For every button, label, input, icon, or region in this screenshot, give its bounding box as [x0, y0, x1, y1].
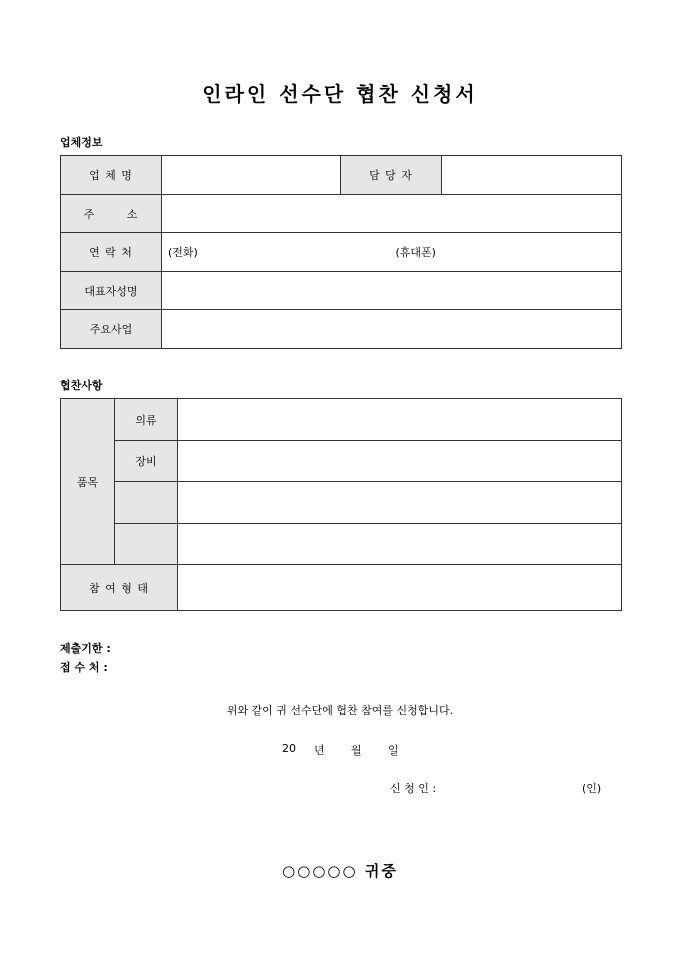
- receipt-label: 접 수 처 :: [60, 661, 108, 674]
- manager-label: 담 당 자: [341, 156, 442, 195]
- main-business-label: 주요사업: [61, 310, 162, 349]
- sponsor-section-heading: 협찬사항: [60, 379, 103, 392]
- contact-field[interactable]: [162, 233, 622, 272]
- items-label: 품목: [61, 399, 115, 565]
- item-row-label: 장비: [115, 441, 178, 482]
- applicant-seal: (인): [582, 782, 602, 795]
- item-row-label[interactable]: [115, 482, 178, 524]
- sponsor-table: [60, 398, 622, 611]
- item-row-label: 의류: [115, 399, 178, 441]
- date-day: 일: [388, 744, 399, 757]
- manager-field[interactable]: [442, 156, 622, 195]
- item-row-field[interactable]: [178, 441, 622, 482]
- ceo-name-label: 대표자성명: [61, 272, 162, 310]
- company-section-heading: 업체정보: [60, 136, 103, 149]
- date-year-prefix: 20: [282, 742, 296, 755]
- deadline-label: 제출기한 :: [60, 642, 111, 655]
- address-label-text: 주 소: [83, 207, 139, 221]
- participation-type-label: 참 여 형 태: [61, 565, 178, 611]
- company-name-label: 업 체 명: [61, 156, 162, 195]
- phone-prefix: (전화): [168, 246, 198, 259]
- applicant-label: 신 청 인 :: [390, 782, 437, 795]
- address-field[interactable]: [162, 195, 622, 233]
- item-row-label[interactable]: [115, 524, 178, 565]
- participation-type-field[interactable]: [178, 565, 622, 611]
- ceo-name-field[interactable]: [162, 272, 622, 310]
- address-label: [61, 195, 162, 233]
- date-month: 월: [351, 744, 362, 757]
- item-row-field[interactable]: [178, 524, 622, 565]
- recipient-line: ○○○○○ 귀중: [282, 862, 398, 880]
- main-business-field[interactable]: [162, 310, 622, 349]
- company-name-field[interactable]: [162, 156, 341, 195]
- contact-label: 연 락 처: [61, 233, 162, 272]
- company-info-table: [60, 155, 622, 349]
- item-row-field[interactable]: [178, 399, 622, 441]
- page-title: 인라인 선수단 협찬 신청서: [202, 82, 478, 106]
- date-year: 년: [314, 744, 325, 757]
- mobile-prefix: (휴대폰): [395, 246, 436, 259]
- item-row-field[interactable]: [178, 482, 622, 524]
- application-statement: 위와 같이 귀 선수단에 협찬 참여를 신청합니다.: [226, 704, 454, 717]
